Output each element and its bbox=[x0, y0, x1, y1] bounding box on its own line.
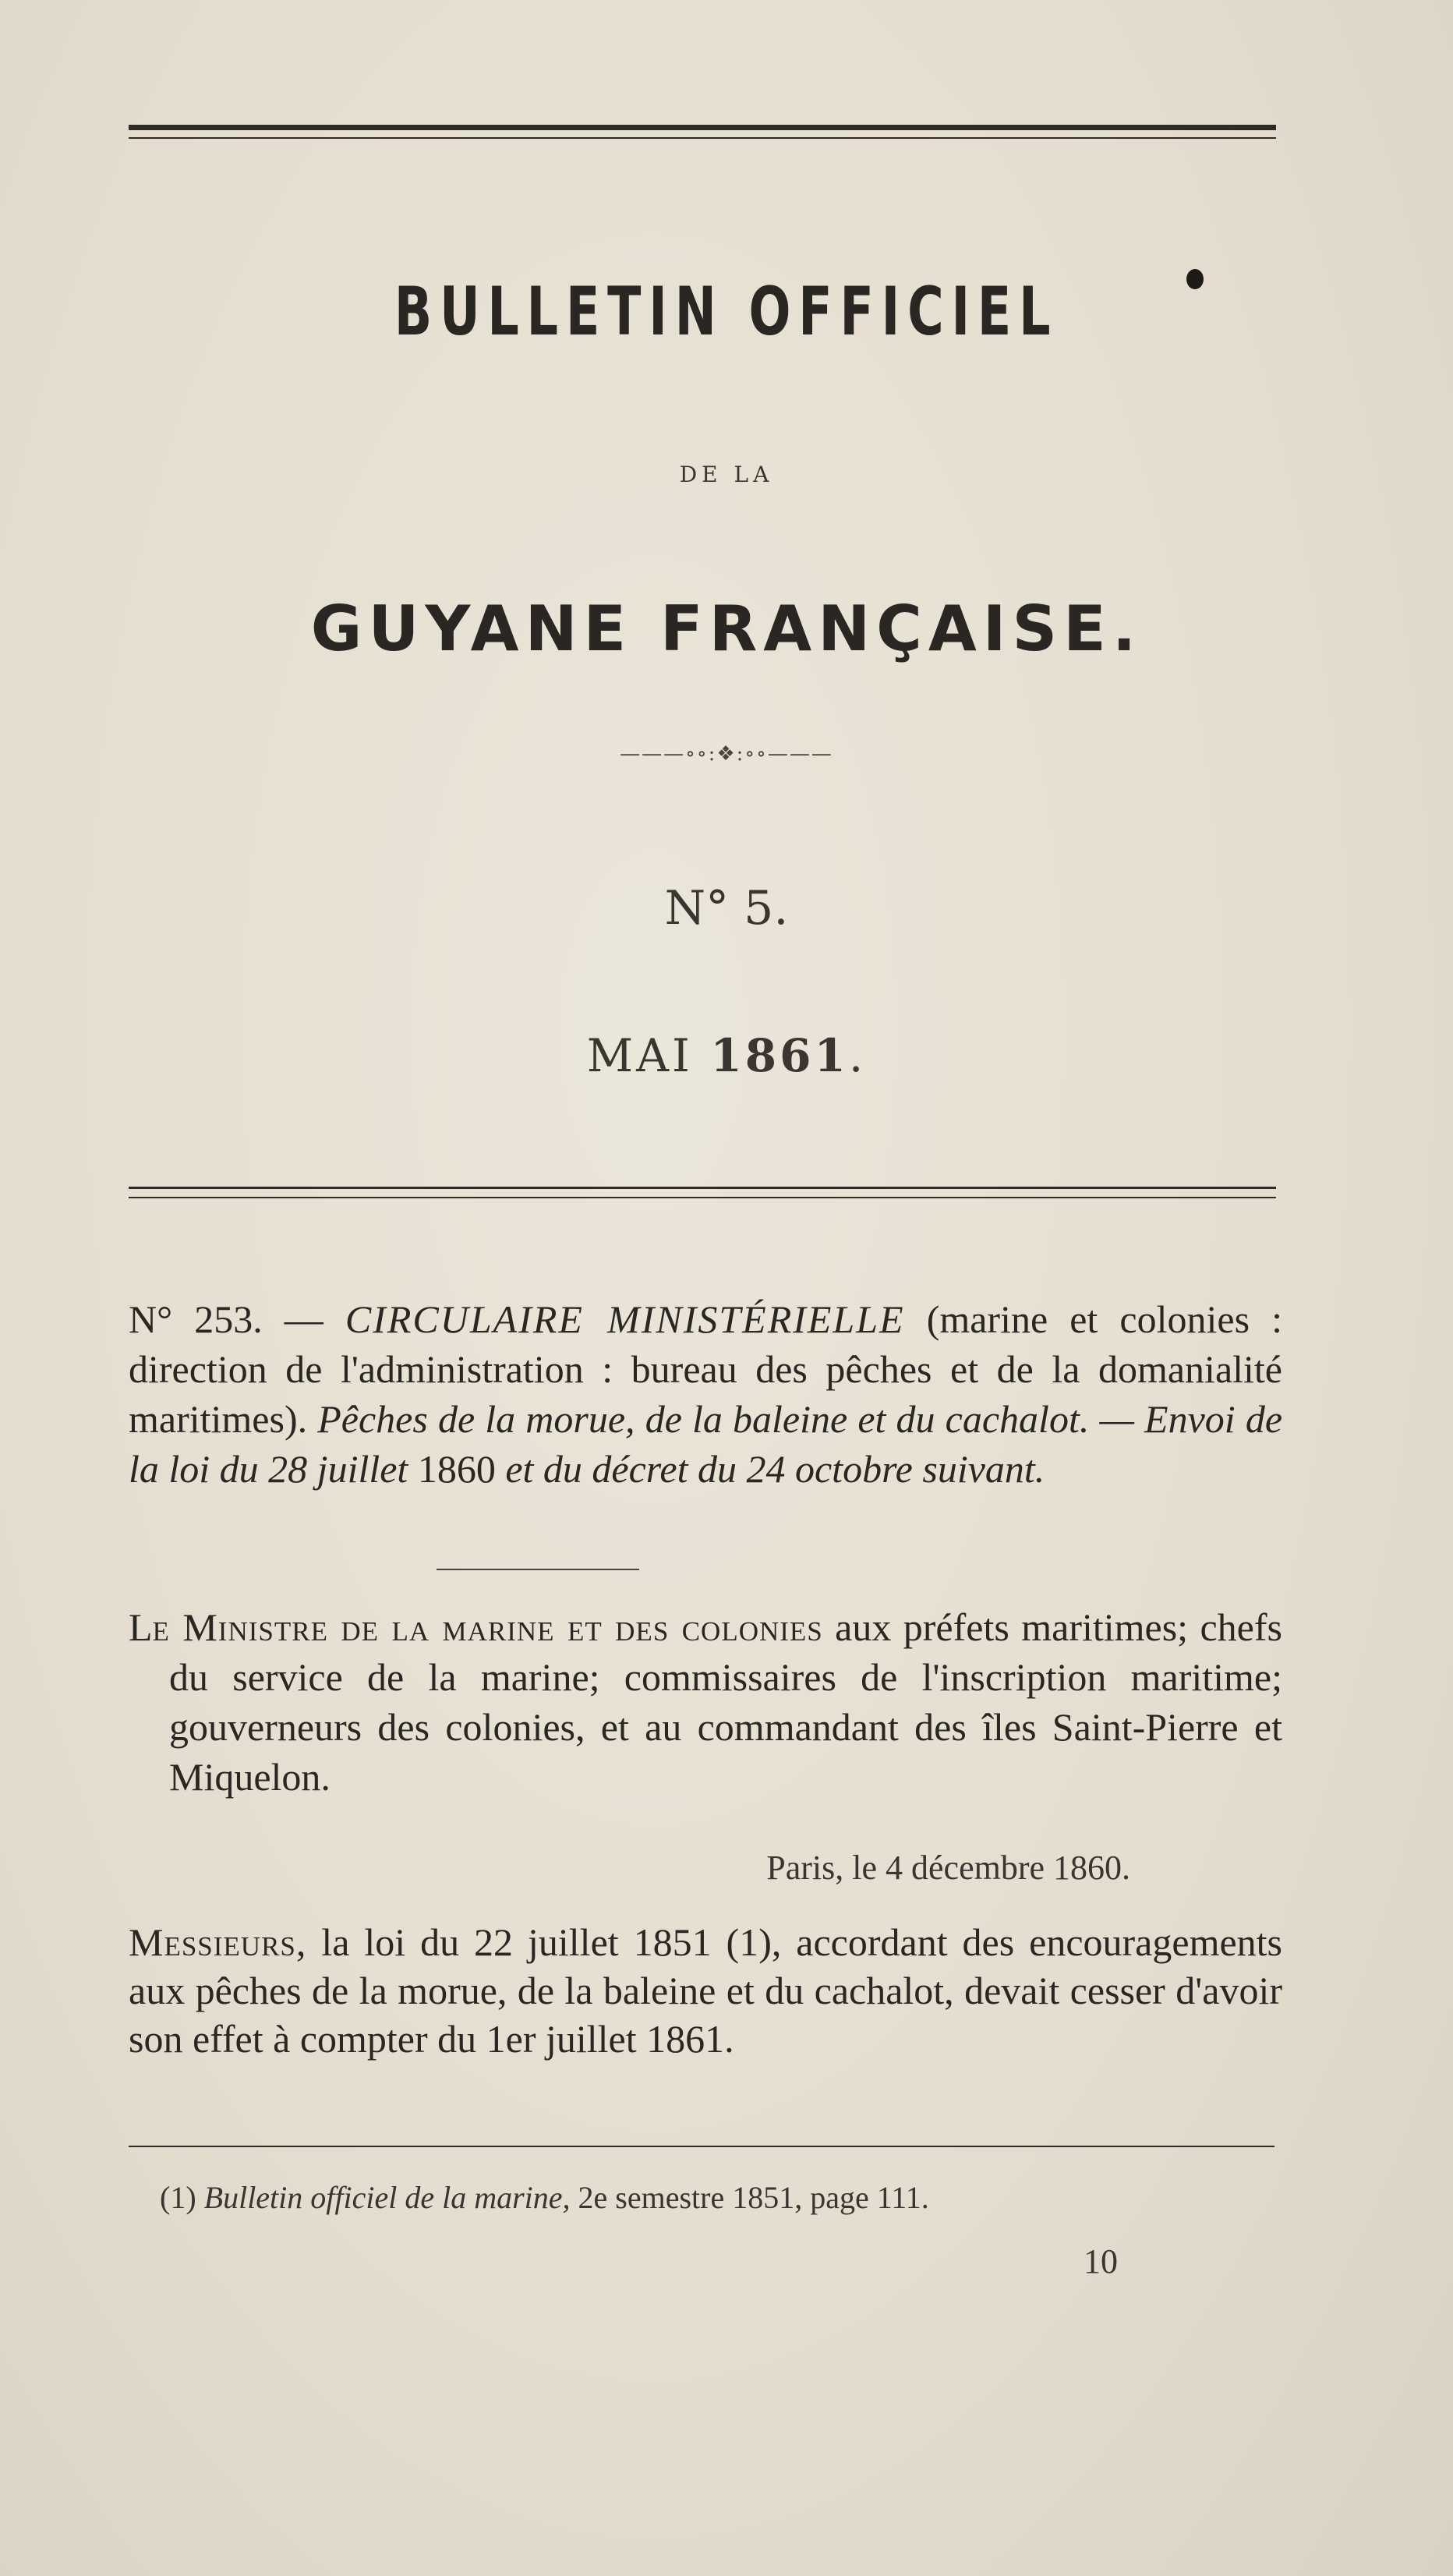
entry-number: N° 253. — bbox=[129, 1297, 323, 1341]
footnote-source: Bulletin officiel de la marine, bbox=[203, 2180, 571, 2215]
footnote-marker: (1) bbox=[160, 2180, 196, 2215]
addressee-lead-initial: L bbox=[129, 1605, 153, 1649]
issue-date bbox=[0, 1029, 1453, 1082]
bulletin-subtitle: DE LA bbox=[679, 462, 774, 487]
issue-year: 1861 bbox=[710, 1029, 849, 1082]
body-text: la loi du 22 juillet 1851 (1), accordant des encouragements aux pêches de la morue, de la baleine et du cachalot, devait cesser d'avoir son effet à compter du 1er juillet 1861. bbox=[129, 1920, 1282, 2061]
top-rule-thick bbox=[129, 125, 1276, 130]
circular-heading bbox=[129, 1294, 1282, 1494]
addressee-paragraph bbox=[129, 1602, 1282, 1802]
footnote-detail: 2e semestre 1851, page 111. bbox=[578, 2180, 929, 2215]
addressee-lead: e Ministre de la marine et des colonies bbox=[152, 1605, 823, 1649]
footnote bbox=[160, 2179, 929, 2216]
addressee-text: aux préfets maritimes; chefs du service de la marine; commissaires de l'inscription maritime; gouverneurs des colonies, et au commandant des îles Saint-Pierre et Miquelon. bbox=[169, 1605, 1282, 1799]
section-rule-thin bbox=[129, 1197, 1276, 1198]
page-number: 10 bbox=[1084, 2242, 1118, 2281]
entry-subject: Pêches de la morue, de la baleine et du cachalot. — Envoi de la loi du 28 juillet bbox=[129, 1397, 1283, 1491]
bulletin-title: BULLETIN OFFICIEL bbox=[394, 273, 1059, 351]
territory-name: GUYANE FRANÇAISE. bbox=[310, 593, 1143, 665]
short-divider bbox=[437, 1569, 639, 1570]
place-date: Paris, le 4 décembre 1860. bbox=[766, 1849, 1130, 1887]
entry-year: 1860 bbox=[417, 1447, 496, 1491]
section-rule-thick bbox=[129, 1187, 1276, 1189]
top-rule-thin bbox=[129, 137, 1276, 139]
entry-department: (marine et colonies : direction de l'administration : bureau des pêches et de la domanialité maritimes). bbox=[129, 1297, 1283, 1441]
issue-period: . bbox=[848, 1029, 867, 1082]
salutation: Messieurs, bbox=[129, 1920, 307, 1964]
entry-subject-end: et du décret du 24 octobre suivant. bbox=[505, 1447, 1045, 1491]
body-paragraph bbox=[129, 1918, 1282, 2063]
footnote-rule bbox=[129, 2146, 1274, 2147]
issue-number: N° 5. bbox=[664, 881, 789, 936]
entry-type: CIRCULAIRE MINISTÉRIELLE bbox=[345, 1297, 905, 1341]
issue-month: MAI bbox=[586, 1029, 693, 1082]
ornament-divider: ———∘∘:❖:∘∘——— bbox=[620, 742, 833, 766]
